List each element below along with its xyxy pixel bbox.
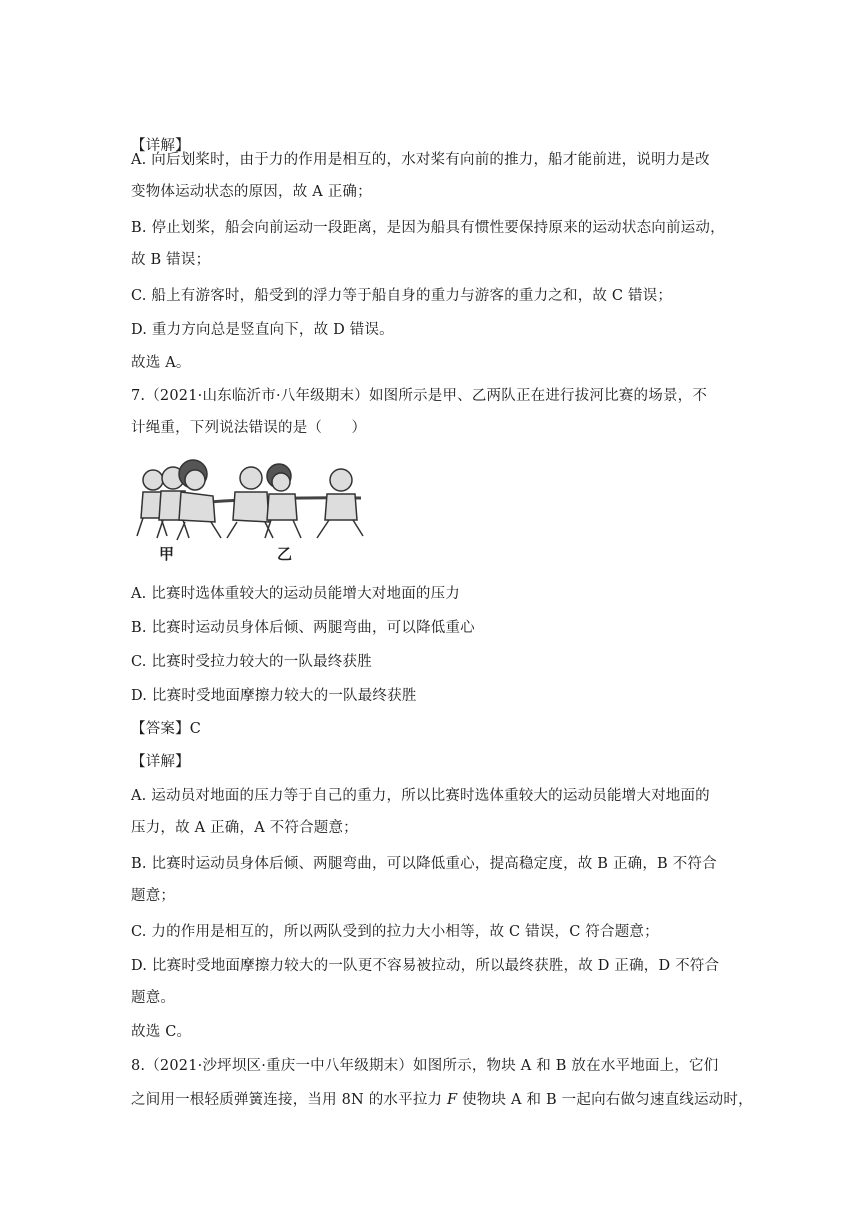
detail-line: A. 向后划桨时，由于力的作用是相互的，水对桨有向前的推力，船才能前进，说明力是改 — [131, 152, 710, 168]
team-left-figures — [137, 460, 221, 540]
question-8-text: 之间用一根轻质弹簧连接，当用 8N 的水平拉力 — [131, 1092, 448, 1108]
question-7-stem: 计绳重，下列说法错误的是（ ） — [131, 420, 367, 436]
answer-line: 【答案】C — [131, 721, 202, 737]
question-8-text: 使物块 A 和 B 一起向右做匀速直线运动时， — [457, 1092, 753, 1108]
team-label-left: 甲 — [159, 545, 175, 563]
team-label-right: 乙 — [277, 545, 293, 563]
option-a: A. 比赛时选体重较大的运动员能增大对地面的压力 — [131, 586, 460, 602]
option-d: D. 比赛时受地面摩擦力较大的一队最终获胜 — [131, 688, 417, 704]
question-7-stem: 7.（2021·山东临沂市·八年级期末）如图所示是甲、乙两队正在进行拔河比赛的场景，不 — [131, 388, 708, 404]
conclusion-line: 故选 A。 — [131, 355, 191, 371]
force-symbol: F — [447, 1092, 458, 1108]
option-b: B. 比赛时运动员身体后倾、两腿弯曲，可以降低重心 — [131, 620, 475, 636]
question-8-stem: 8.（2021·沙坪坝区·重庆一中八年级期末）如图所示，物块 A 和 B 放在水平地面上，它们 — [131, 1058, 719, 1074]
team-right-figures — [227, 464, 363, 538]
detail-line: 题意。 — [131, 990, 176, 1006]
detail-line: D. 比赛时受地面摩擦力较大的一队更不容易被拉动，所以最终获胜，故 D 正确，D 不符合 — [131, 958, 720, 974]
tug-of-war-illustration — [131, 458, 376, 543]
detail-heading: 【详解】 — [131, 138, 190, 154]
detail-line: C. 船上有游客时，船受到的浮力等于船自身的重力与游客的重力之和，故 C 错误； — [131, 288, 673, 304]
detail-line: C. 力的作用是相互的，所以两队受到的拉力大小相等，故 C 错误，C 符合题意； — [131, 924, 659, 940]
conclusion-line: 故选 C。 — [131, 1024, 192, 1040]
detail-line: B. 停止划桨，船会向前运动一段距离，是因为船具有惯性要保持原来的运动状态向前运动， — [131, 220, 725, 236]
detail-line: A. 运动员对地面的压力等于自己的重力，所以比赛时选体重较大的运动员能增大对地面的 — [131, 788, 710, 804]
tug-of-war-figure — [131, 458, 376, 568]
detail-line: D. 重力方向总是竖直向下，故 D 错误。 — [131, 322, 394, 338]
detail-line: 故 B 错误； — [131, 252, 211, 268]
option-c: C. 比赛时受拉力较大的一队最终获胜 — [131, 654, 372, 670]
question-8-stem-2 — [131, 1090, 753, 1110]
detail-line: 压力，故 A 正确，A 不符合题意； — [131, 820, 358, 836]
detail-line: B. 比赛时运动员身体后倾、两腿弯曲，可以降低重心，提高稳定度，故 B 正确，B 不符合 — [131, 856, 717, 872]
detail-line: 变物体运动状态的原因，故 A 正确； — [131, 184, 372, 200]
detail-heading: 【详解】 — [131, 754, 190, 770]
detail-line: 题意； — [131, 888, 176, 904]
